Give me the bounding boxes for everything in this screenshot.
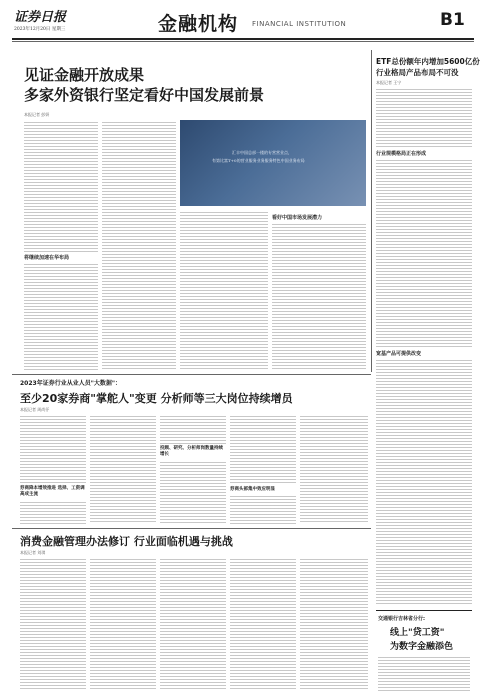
lead-col-4-text bbox=[272, 222, 366, 370]
story3-col-4-text bbox=[230, 557, 296, 691]
lead-photo bbox=[180, 120, 366, 206]
story3-col-2-text bbox=[90, 557, 156, 691]
page-number: B1 bbox=[440, 10, 465, 30]
story2-col-1-text bbox=[20, 414, 86, 484]
story2-headline: 至少20家券商"掌舵人"变更 分析师等三大岗位持续增员 bbox=[20, 392, 293, 405]
story2-byline: 本报记者 周尚伃 bbox=[20, 407, 50, 412]
masthead bbox=[0, 0, 484, 50]
side-text-3 bbox=[376, 358, 472, 606]
story2-col-5-text bbox=[300, 414, 368, 524]
story3-byline: 本报记者 刘琪 bbox=[20, 550, 46, 555]
story2-rule bbox=[12, 374, 371, 375]
lead-byline: 本报记者 彭妍 bbox=[24, 112, 50, 117]
section-en: FINANCIAL INSTITUTION bbox=[252, 20, 347, 28]
side-text-1 bbox=[376, 87, 472, 147]
ad-line-3: 为数字金融添色 bbox=[390, 642, 454, 652]
story2-col-4-text bbox=[230, 414, 296, 484]
side-subhead-1: 行业规模格局正在形成 bbox=[376, 151, 427, 157]
story2-col-3-text-b bbox=[160, 460, 226, 524]
side-headline-1: ETF总份额年内增加5600亿份 bbox=[376, 57, 480, 66]
column-divider bbox=[371, 50, 372, 372]
lead-col-2-text bbox=[102, 120, 176, 370]
ad-line-2: 线上"贷工资" bbox=[390, 628, 445, 638]
story3-headline: 消费金融管理办法修订 行业面临机遇与挑战 bbox=[20, 535, 233, 548]
lead-headline: 多家外资银行坚定看好中国发展前景 bbox=[24, 86, 265, 104]
ad-line-1: 交通银行吉林省分行: bbox=[378, 616, 426, 622]
paper-logo: 证券日报 bbox=[14, 10, 67, 25]
lead-col-1-text bbox=[24, 120, 98, 252]
ad-box bbox=[376, 610, 472, 693]
date-line: 2023年12月20日 星期三 bbox=[14, 27, 66, 32]
photo-caption-1: 汇丰中国总部一楼的专营营业点， bbox=[232, 150, 292, 155]
side-byline: 本报记者 王宁 bbox=[376, 80, 402, 85]
masthead-rule-thin bbox=[12, 41, 474, 42]
story2-col-4-text-b bbox=[230, 494, 296, 524]
story2-col-2-text bbox=[90, 414, 156, 524]
masthead-rule bbox=[12, 38, 474, 40]
story2-subhead-2: 券商头部集中效应明显 bbox=[230, 487, 275, 492]
story2-col-3-text bbox=[160, 414, 226, 444]
story2-subhead-1: 投顾、研究、分析师岗数量持续增长 bbox=[160, 446, 223, 457]
lead-col-1-text-b bbox=[24, 262, 98, 370]
story3-col-1-text bbox=[20, 557, 86, 691]
lead-subhead-1: 将继续加速在华布局 bbox=[24, 255, 70, 261]
side-headline-2: 行业格局产品布局不可没 bbox=[376, 68, 459, 77]
section-title: 金融机构 bbox=[158, 13, 239, 35]
story3-col-3-text bbox=[160, 557, 226, 691]
story3-col-5-text bbox=[300, 557, 368, 691]
story2-kicker: 2023年证券行业从业人员"大数据"： bbox=[20, 380, 121, 387]
story3-rule bbox=[12, 528, 371, 529]
lead-subhead-2: 看好中国市场发展潜力 bbox=[272, 215, 323, 221]
lead-kicker: 见证金融开放成果 bbox=[24, 66, 145, 84]
side-text-2 bbox=[376, 158, 472, 348]
photo-caption-2: 有第比富T+0的营业服务业务服务特色中国业务布局 bbox=[212, 158, 305, 163]
side-subhead-2: 宽基产品可提供改变 bbox=[376, 351, 422, 357]
lead-col-3-text bbox=[180, 210, 268, 370]
ad-text bbox=[378, 655, 470, 691]
story2-subhead-3: 券商降本增效推进 选择、工资调高成主流 bbox=[20, 486, 85, 497]
story2-col-1-text-b bbox=[20, 500, 86, 524]
